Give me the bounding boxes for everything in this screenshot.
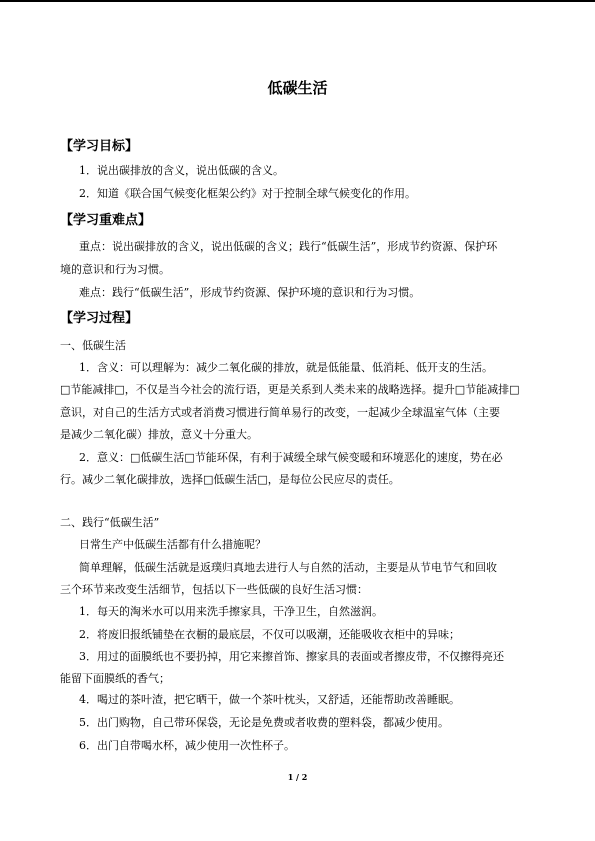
key-line-2: 境的意识和行为习惯。: [60, 263, 170, 276]
key-line-1: 重点：说出碳排放的含义，说出低碳的含义；践行“低碳生活”，形成节约资源、保护环: [79, 240, 498, 253]
goal-item-1: 1．说出碳排放的含义，说出低碳的含义。: [79, 164, 284, 177]
key-line-3: 难点：践行“低碳生活”，形成节约资源、保护环境的意识和行为习惯。: [79, 286, 421, 299]
part1-line: 2．意义：□低碳生活□节能环保，有利于减缓全球气候变暖和环境恶化的速度，势在必: [79, 451, 503, 464]
page-title: 低碳生活: [267, 79, 328, 97]
habit-item-5: 5．出门购物，自己带环保袋，无论是免费或者收费的塑料袋，都减少使用。: [79, 716, 449, 729]
goal-item-2: 2．知道《联合国气候变化框架公约》对于控制全球气候变化的作用。: [79, 187, 416, 200]
header-rule: [0, 0, 595, 2]
part2-line: 三个环节来改变生活细节，包括以下一些低碳的良好生活习惯：: [60, 583, 368, 596]
part2-line: 日常生产中低碳生活都有什么措施呢？: [79, 538, 266, 551]
section-heading-goals: 【学习目标】: [60, 139, 139, 154]
part1-line: 是减少二氧化碳）排放，意义十分重大。: [60, 428, 258, 441]
page-number: 1 / 2: [287, 772, 308, 782]
habit-item-2: 2．将废旧报纸铺垫在衣橱的最底层，不仅可以吸潮，还能吸收衣柜中的异味；: [79, 628, 460, 641]
habit-item-4: 4．喝过的茶叶渣，把它晒干，做一个茶叶枕头，又舒适，还能帮助改善睡眠。: [79, 693, 460, 706]
habit-item-3: 3．用过的面膜纸也不要扔掉，用它来擦首饰、擦家具的表面或者擦皮带，不仅擦得亮还: [79, 650, 504, 663]
part1-line: 意识，对自己的生活方式或者消费习惯进行简单易行的改变，一起减少全球温室气体（主要: [60, 406, 500, 419]
habit-item-1: 1．每天的淘米水可以用来洗手擦家具，干净卫生，自然滋润。: [79, 605, 383, 618]
part1-line: 1．含义：可以理解为：减少二氧化碳的排放，就是低能量、低消耗、低开支的生活。: [79, 361, 493, 374]
part2-heading: 二、践行“低碳生活”: [60, 516, 160, 529]
part1-line: □节能减排□，不仅是当今社会的流行语，更是关系到人类未来的战略选择。提升□节能减排□: [60, 383, 520, 396]
section-heading-process: 【学习过程】: [60, 311, 139, 326]
part2-line: 简单理解，低碳生活就是返璞归真地去进行人与自然的活动，主要是从节电节气和回收: [79, 561, 497, 574]
part1-heading: 一、低碳生活: [60, 339, 126, 352]
habit-item-6: 6．出门自带喝水杯，减少使用一次性杯子。: [79, 739, 295, 752]
part1-line: 行。减少二氧化碳排放，选择□低碳生活□，是每位公民应尽的责任。: [60, 473, 400, 486]
section-heading-key: 【学习重难点】: [60, 213, 152, 228]
habit-item-3-cont: 能留下面膜纸的香气；: [60, 672, 170, 685]
